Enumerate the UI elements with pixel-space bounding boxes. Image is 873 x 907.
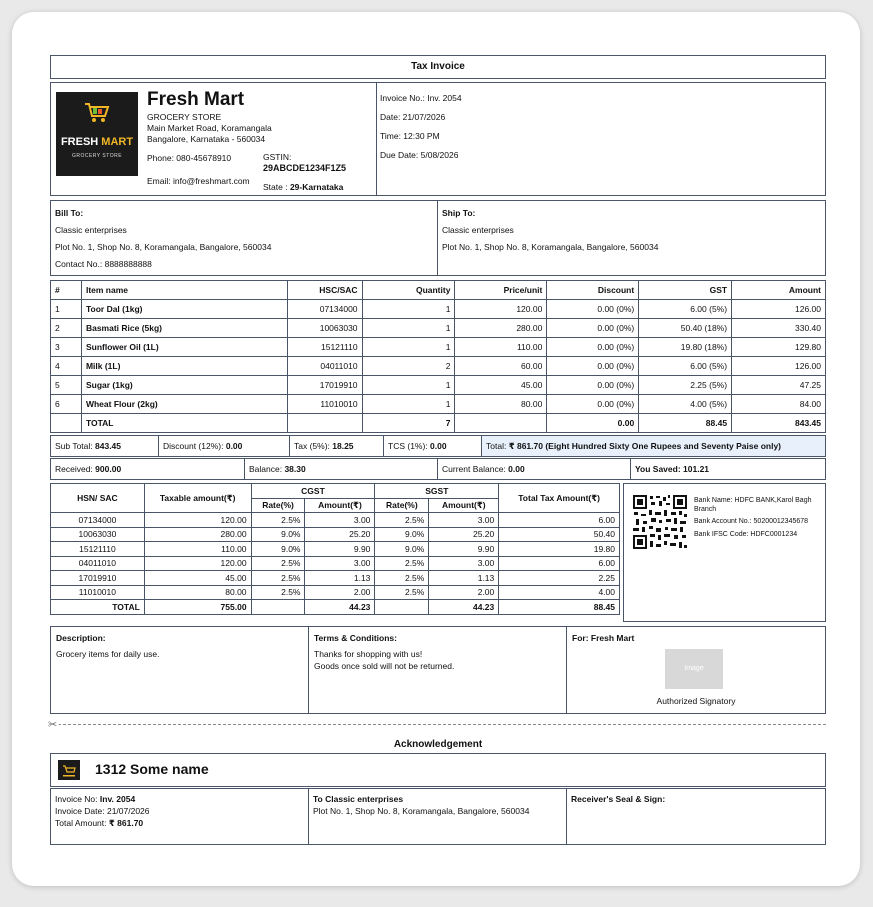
grand-total: Total: ₹ 861.70 (Eight Hundred Sixty One Rupees and Seventy Paise only) [482, 436, 825, 456]
cart-icon [58, 760, 80, 780]
col-header: Price/unit [455, 281, 547, 300]
footer-section [50, 626, 826, 714]
summary-row [50, 435, 826, 457]
cut-line [48, 724, 826, 725]
invoice-title: Tax Invoice [50, 55, 826, 79]
col-header: Amount [732, 281, 826, 300]
qr-code-icon [632, 494, 688, 550]
authorized-signatory: Authorized Signatory [656, 696, 736, 706]
table-row: 6 Wheat Flour (2kg) 11010010 1 80.00 0.00 (0%) 4.00 (5%) 84.00 [51, 395, 826, 414]
acknowledgement-name: 1312 Some name [95, 761, 209, 777]
acknowledgement-header [50, 753, 826, 787]
invoice-due-date: Due Date: 5/08/2026 [380, 150, 459, 160]
received: Received: 900.00 [51, 459, 245, 479]
table-row: 3 Sunflower Oil (1L) 15121110 1 110.00 0.00 (0%) 19.80 (18%) 129.80 [51, 338, 826, 357]
table-row: 5 Sugar (1kg) 17019910 1 45.00 0.00 (0%) 2.25 (5%) 47.25 [51, 376, 826, 395]
signature-block: For: Fresh Mart Image Authorized Signatory [567, 627, 825, 713]
table-row: 15121110 110.00 9.0% 9.90 9.0% 9.90 19.80 [51, 542, 620, 557]
store-name: Fresh Mart [147, 89, 245, 110]
col-header: Discount [547, 281, 639, 300]
tax-header-row: HSN/ SAC Taxable amount(₹) CGST SGST Total Tax Amount(₹) [51, 484, 620, 499]
invoice-number: Invoice No.: Inv. 2054 [380, 93, 462, 103]
table-row: 10063030 280.00 9.0% 25.20 9.0% 25.20 50.40 [51, 527, 620, 542]
you-saved: You Saved: 101.21 [635, 464, 710, 474]
description: Description: Grocery items for daily use. [51, 627, 309, 713]
bank-details [623, 483, 826, 622]
col-header: Quantity [362, 281, 455, 300]
store-header [50, 82, 826, 196]
col-header: Item name [81, 281, 287, 300]
tax-summary-table [50, 483, 620, 615]
col-header: HSC/SAC [287, 281, 362, 300]
table-row: 04011010 120.00 2.5% 3.00 2.5% 3.00 6.00 [51, 556, 620, 571]
store-gstin: GSTIN: 29ABCDE1234F1Z5 [263, 152, 347, 173]
store-address: GROCERY STORE Main Market Road, Koramangala Bangalore, Karnataka - 560034 [147, 112, 272, 144]
col-header: # [51, 281, 82, 300]
signature-image-placeholder: Image [665, 649, 723, 689]
bank-info: Bank Name: HDFC BANK,Karol Bagh Branch Bank Account No.: 50200012345678 Bank IFSC Code: HDFC0001234 [694, 497, 812, 538]
tax-subheader-row: Rate(%) Amount(₹) Rate(%) Amount(₹) [51, 498, 620, 513]
items-table [50, 280, 826, 433]
items-total-row: TOTAL 7 0.00 88.45 843.45 [51, 414, 826, 433]
ack-invoice-info: Invoice No: Inv. 2054 Invoice Date: 21/07/2026 Total Amount: ₹ 861.70 [51, 789, 309, 844]
cart-icon [84, 102, 110, 124]
ack-seal: Receiver's Seal & Sign: [571, 794, 666, 804]
col-header: GST [639, 281, 732, 300]
logo-subtitle: GROCERY STORE [71, 153, 123, 159]
store-logo-small [58, 760, 80, 780]
store-logo [56, 92, 138, 176]
bill-ship-section [50, 200, 826, 276]
header-divider [376, 83, 377, 195]
items-header-row [51, 281, 826, 300]
invoice-meta [380, 89, 462, 165]
ship-to: Ship To: Classic enterprises Plot No. 1, Shop No. 8, Koramangala, Bangalore, 560034 [442, 208, 659, 252]
table-row: 17019910 45.00 2.5% 1.13 2.5% 1.13 2.25 [51, 571, 620, 586]
tax-total: Tax (5%): 18.25 [290, 436, 384, 456]
table-row: 1 Toor Dal (1kg) 07134000 1 120.00 0.00 (0%) 6.00 (5%) 126.00 [51, 300, 826, 319]
balance: Balance: 38.30 [245, 459, 438, 479]
table-row: 07134000 120.00 2.5% 3.00 2.5% 3.00 6.00 [51, 513, 620, 528]
store-state: State : 29-Karnataka [263, 182, 344, 192]
tcs-total: TCS (1%): 0.00 [384, 436, 482, 456]
bill-to: Bill To: Classic enterprises Plot No. 1, Shop No. 8, Koramangala, Bangalore, 560034 Contact No.: 8888888888 [51, 201, 438, 275]
acknowledgement-title: Acknowledgement [393, 739, 483, 750]
terms-conditions: Terms & Conditions: Thanks for shopping with us! Goods once sold will not be returned. [309, 627, 567, 713]
discount-total: Discount (12%): 0.00 [159, 436, 290, 456]
table-row: 4 Milk (1L) 04011010 2 60.00 0.00 (0%) 6.00 (5%) 126.00 [51, 357, 826, 376]
table-row: 2 Basmati Rice (5kg) 10063030 1 280.00 0.00 (0%) 50.40 (18%) 330.40 [51, 319, 826, 338]
invoice-date: Date: 21/07/2026 [380, 112, 446, 122]
tax-total-row: TOTAL 755.00 44.23 44.23 88.45 [51, 600, 620, 615]
acknowledgement-body [50, 788, 826, 845]
logo-wordmark: FRESH MART [60, 136, 134, 148]
balance-row [50, 458, 826, 480]
invoice-time: Time: 12:30 PM [380, 131, 440, 141]
ack-recipient: To Classic enterprises Plot No. 1, Shop No. 8, Koramangala, Bangalore, 560034 [309, 789, 567, 844]
store-email: Email: info@freshmart.com [147, 176, 250, 186]
store-phone: Phone: 080-45678910 [147, 153, 232, 163]
table-row: 11010010 80.00 2.5% 2.00 2.5% 2.00 4.00 [51, 585, 620, 600]
subtotal: Sub Total: 843.45 [51, 436, 159, 456]
current-balance: Current Balance: 0.00 [438, 459, 631, 479]
scissors-icon: ✂ [48, 719, 58, 731]
